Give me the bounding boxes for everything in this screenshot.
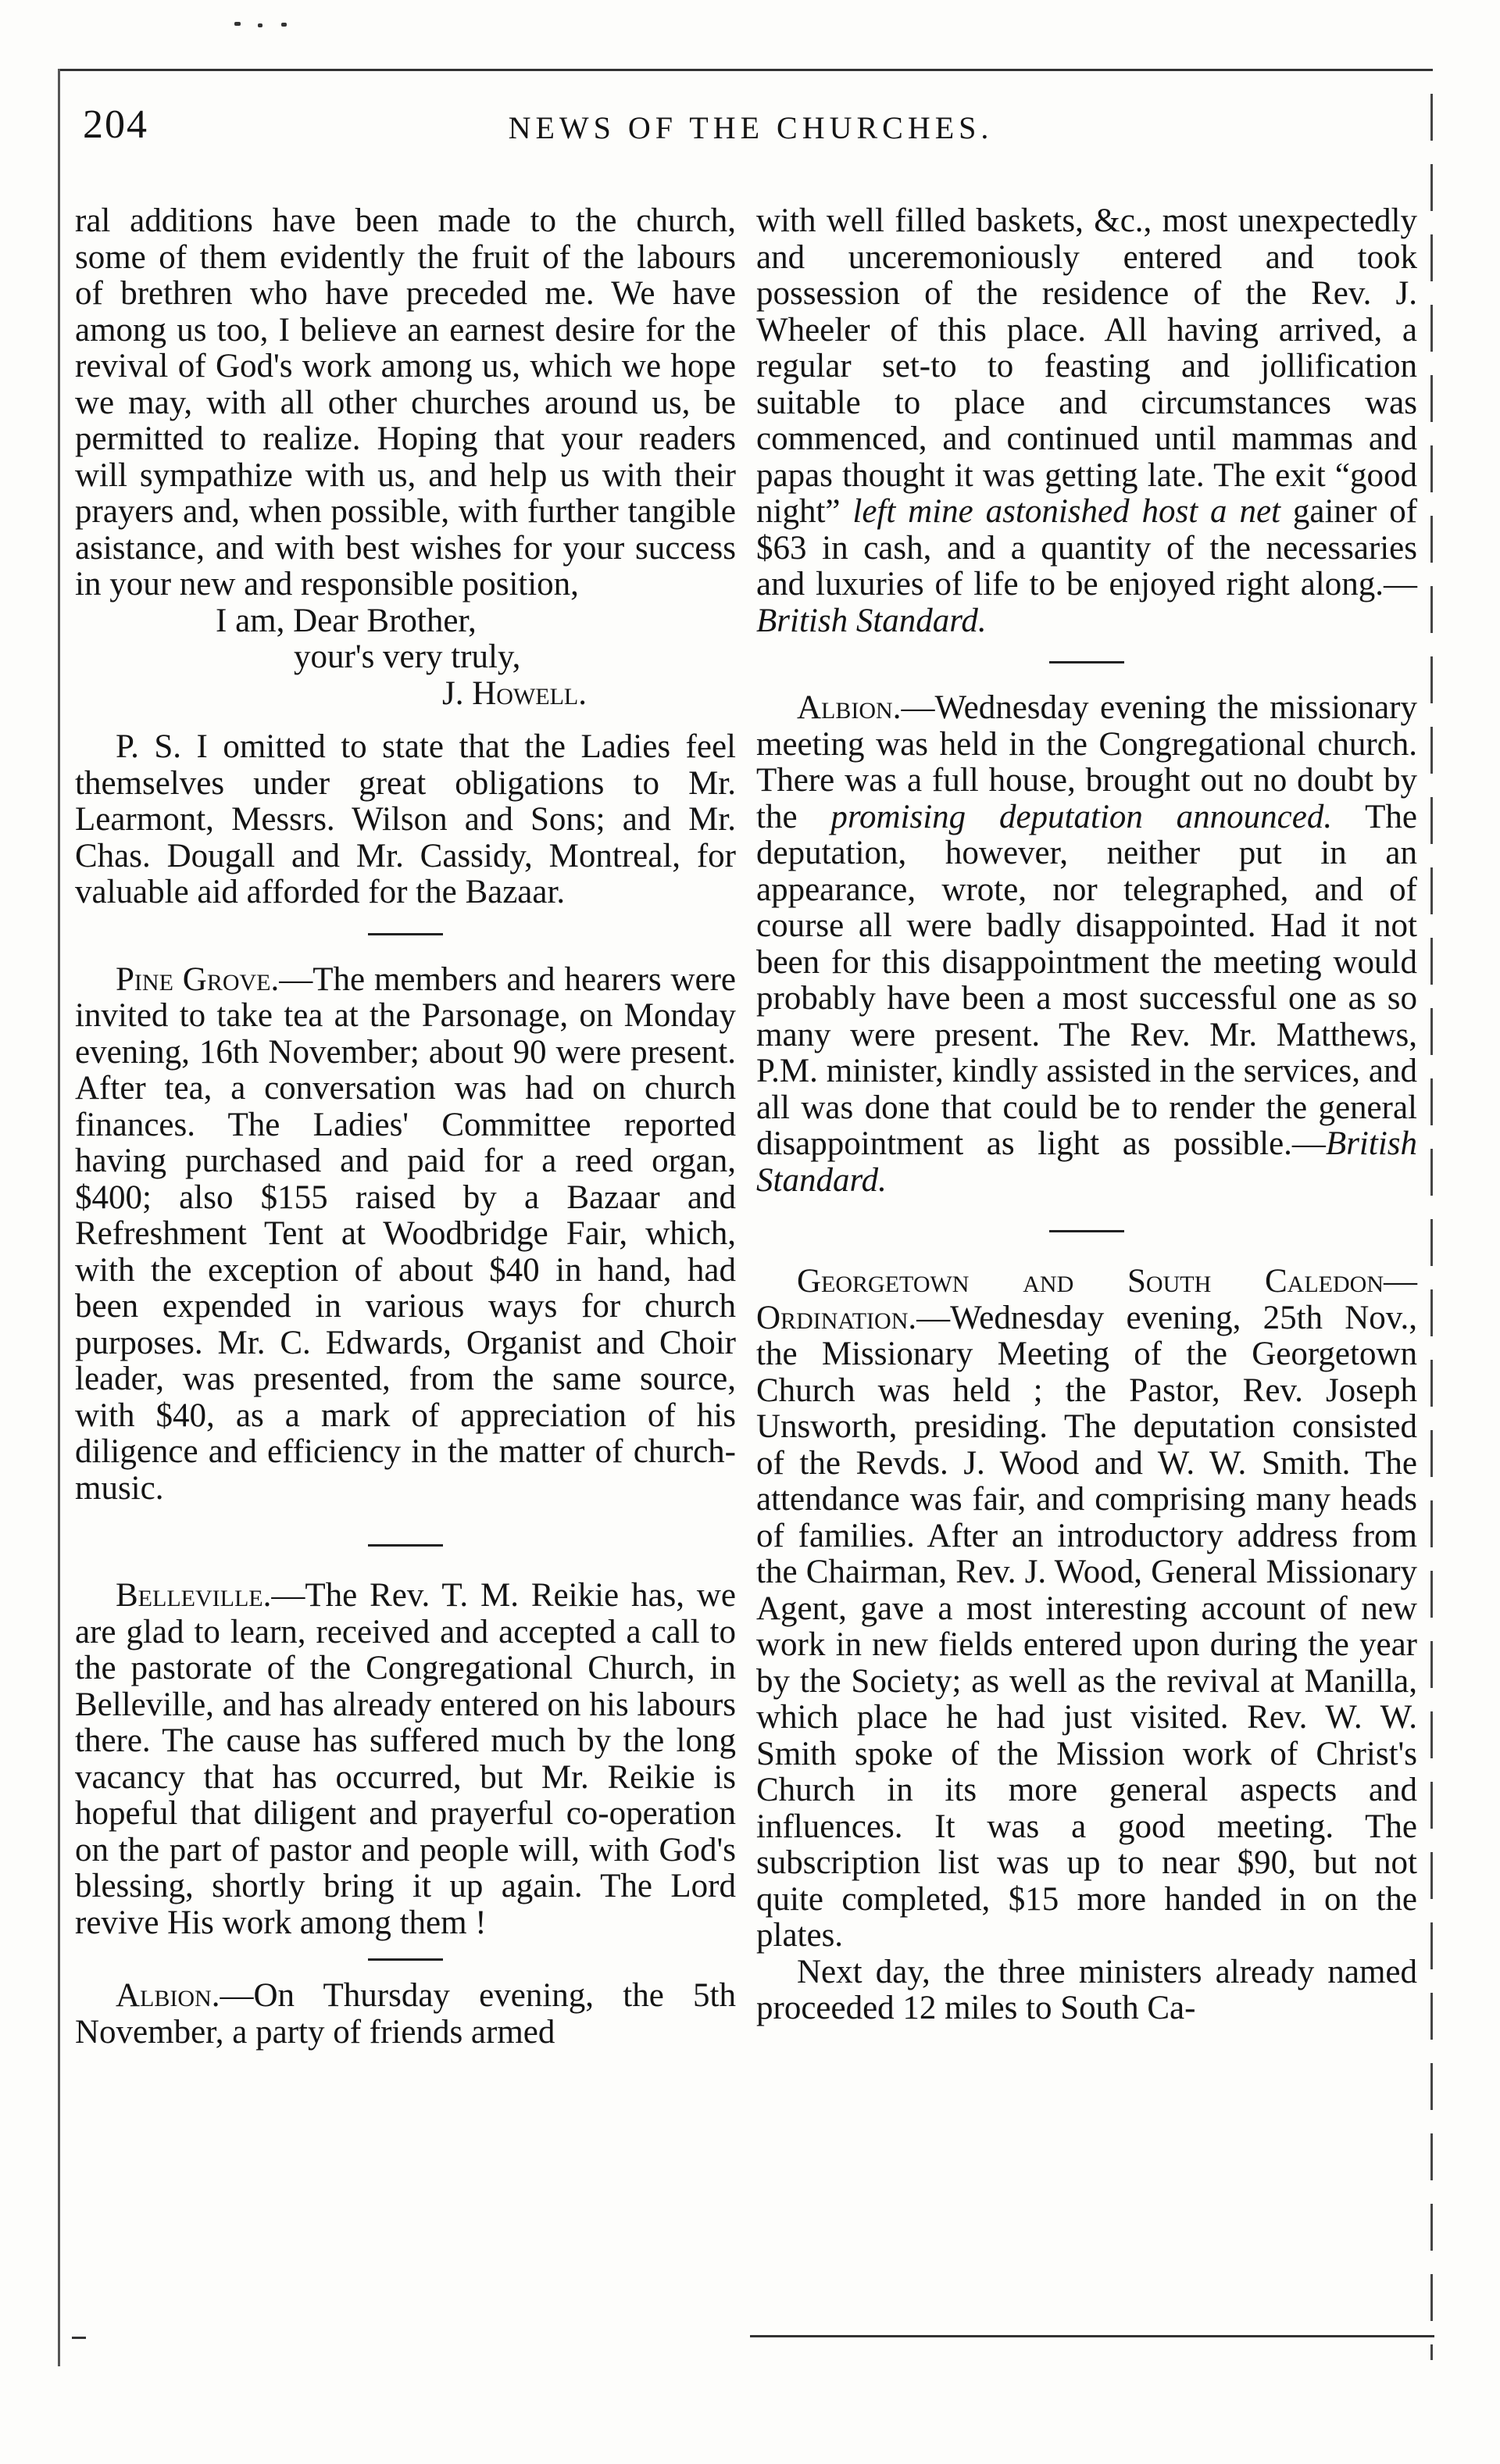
section-divider	[368, 933, 443, 935]
article-body: The deputation, however, neither put in an appearance, wrote, nor telegraphed, and of course all were badly disappointed. Had it not been for this disappointment the meeting would probably have been a most successful one as so many were present. The Rev. Mr. Matthews, P.M. minister, kindly assisted in the services, and all was done that could be to render the general disappointment as light as possible.—	[756, 798, 1417, 1162]
frame-right-rule	[1430, 94, 1433, 2360]
article-body: with well filled baskets, &c., most unexpectedly and unceremoniously entered and took possession of the residence of the Rev. J. Wheeler of this place. All having arrived, a regular set-to to feasting and jollification suitable to place and circumstances was commenced, and continued until mammas and papas thought it was getting late. The exit “good night”	[756, 202, 1417, 530]
page-header	[75, 102, 1427, 164]
article-body: —The Rev. T. M. Reikie has, we are glad to learn, received and accepted a call to the pastorate of the Congregational Church, in Belleville, and has already entered on his labours there. The cause has suffered much by the long vacancy that has occurred, but Mr. Reikie is hopeful that diligent and prayerful co-operation on the part of pastor and people will, with God's blessing, shortly bring it up again. The Lord revive His work among them !	[75, 1577, 736, 1941]
page-number: 204	[83, 102, 148, 147]
frame-top-rule	[58, 69, 1433, 71]
article-heading: Albion.	[797, 689, 902, 726]
running-title: NEWS OF THE CHURCHES.	[508, 110, 994, 145]
section-divider	[1049, 1230, 1124, 1232]
article-body: —Wednesday evening, 25th Nov., the Missionary Meeting of the Georgetown Church was held ; the Pastor, Rev. Joseph Unsworth, presiding. The deputation consisted of the Revds. J. Wood and W. W. Smith. The attendance was fair, and comprising many heads of families. After an introductory address from the Chairman, Rev. J. Wood, General Missionary Agent, gave a most interesting account of new work in new fields entered upon during the year by the Society; as well as the revival at Manilla, which place he had just visited. Rev. W. W. Smith spoke of the Mission work of Christ's Church in its more general aspects and influences. It was a good meeting. The subscription list was up to near $90, but not quite completed, $15 more handed in on the plates.	[756, 1299, 1417, 1954]
postscript: P. S. I omitted to state that the Ladies feel themselves under great obligations to Mr. Learmont, Messrs. Wilson and Sons; and Mr. Chas. Dougall and Mr. Cassidy, Montreal, for valuable aid afforded for the Bazaar.	[75, 728, 736, 910]
article-pine-grove	[75, 962, 736, 1507]
bottom-dash	[72, 2337, 86, 2339]
article-heading: Georgetown and South Caledon—Ordination.	[756, 1263, 1417, 1336]
article-heading: Albion.	[116, 1977, 220, 2014]
scan-speck	[234, 22, 241, 26]
scan-speck	[281, 23, 287, 27]
frame-left-rule	[58, 69, 60, 2366]
article-heading: Belleville.	[116, 1577, 272, 1614]
article-albion-1-continued	[756, 203, 1417, 639]
article-georgetown	[756, 1264, 1417, 1954]
section-divider	[368, 1544, 443, 1547]
signoff-name: J. Howell.	[442, 674, 587, 712]
section-divider	[1049, 661, 1124, 663]
article-source: British Standard.	[756, 602, 987, 639]
article-georgetown-next-day: Next day, the three ministers already named proceeded 12 miles to South Ca-	[756, 1953, 1417, 2026]
article-albion-2	[756, 690, 1417, 1199]
article-italic: left mine astonished host a net	[852, 493, 1280, 530]
article-belleville	[75, 1578, 736, 1941]
article-heading: Pine Grove.	[116, 960, 280, 998]
scan-speck	[258, 23, 262, 27]
signoff-line-1: I am, Dear Brother,	[216, 602, 477, 639]
letter-signoff	[75, 603, 736, 713]
article-albion-1	[75, 1978, 736, 2051]
article-body: —On Thursday evening, the 5th November, a party of friends armed	[75, 1977, 736, 2051]
article-source: British Standard.	[756, 1125, 1417, 1199]
article-body: —The members and hearers were invited to take tea at the Parsonage, on Monday evening, 16th November; about 90 were present. After tea, a conversation was had on church finances. The Ladies' Committee reported having purchased and paid for a reed organ, $400; also $155 raised by a Bazaar and Refreshment Tent at Woodbridge Fair, which, with the exception of about $40 in hand, had been expended in various ways for church purposes. Mr. C. Edwards, Organist and Choir leader, was presented, from the same source, with $40, as a mark of appreciation of his diligence and efficiency in the matter of church-music.	[75, 960, 736, 1507]
left-column	[75, 203, 736, 2051]
signoff-line-2: your's very truly,	[294, 638, 521, 675]
right-column	[756, 203, 1417, 2027]
article-body: —Wednesday evening the missionary meeting was held in the Congregational church. There was a full house, brought out no doubt by the	[756, 689, 1417, 835]
section-divider	[368, 1958, 443, 1961]
continued-letter-text: ral additions have been made to the church, some of them evidently the fruit of the labours of brethren who have preceded me. We have among us too, I believe an earnest desire for the revival of God's work among us, which we hope we may, with all other churches around us, be permitted to realize. Hoping that your readers will sympathize with us, and help us with their prayers and, when possible, with further tangible asistance, and with best wishes for your success in your new and responsible position,	[75, 202, 736, 603]
bottom-rule	[750, 2335, 1434, 2337]
article-italic: promising deputation announced.	[830, 798, 1333, 835]
article-body: gainer of $63 in cash, and a quantity of the necessaries and luxuries of life to be enjoyed right along.—	[756, 493, 1418, 603]
